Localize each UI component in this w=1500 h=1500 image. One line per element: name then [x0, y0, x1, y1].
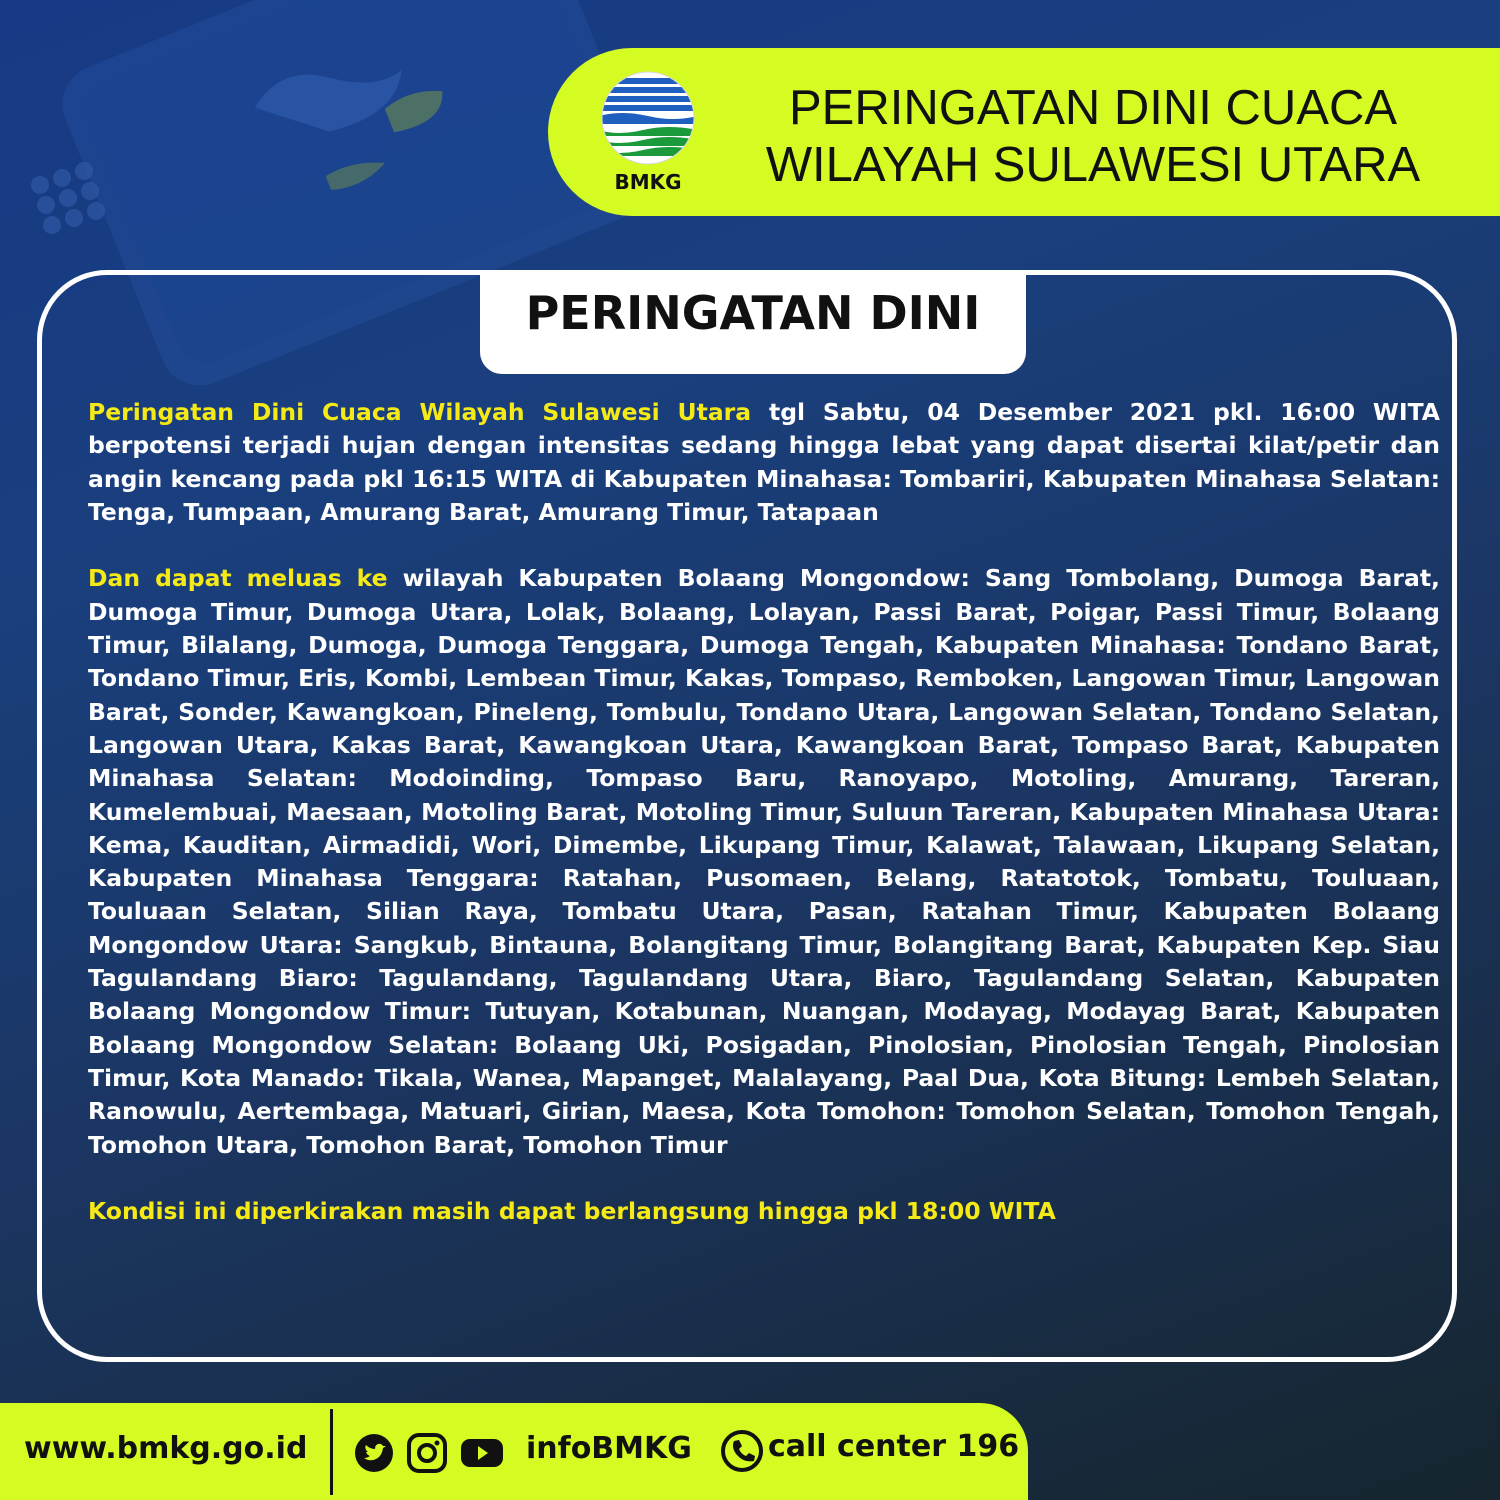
social-handle[interactable]: infoBMKG — [526, 1431, 692, 1466]
highlight-text: Peringatan Dini Cuaca Wilayah Sulawesi Utara — [88, 398, 752, 426]
footer-bar — [0, 1403, 1028, 1500]
header-banner — [548, 48, 1500, 216]
bmkg-logo — [598, 70, 698, 195]
youtube-icon[interactable] — [460, 1433, 504, 1473]
phone-icon — [720, 1429, 764, 1473]
warning-paragraph-1 — [88, 396, 1440, 529]
warning-content — [88, 396, 1440, 1262]
body-text: wilayah Kabupaten Bolaang Mongondow: Sang Tombolang, Dumoga Barat, Dumoga Timur, Dumoga Utara, Lolak, Bolaang, Lolayan, Passi Barat, Poigar, Passi Timur, Bolaang Timur, Bilalang, Dumoga, Dumoga Tenggara, Dumoga Tengah, Kabupaten Minahasa: Tondano Barat, Tondano Timur, Eris, Kombi, Lembean Timur, Kakas, Tompaso, Remboken, Langowan Timur, Langowan Barat, Sonder, Kawangkoan, Pineleng, Tombulu, Tondano Utara, Langowan Selatan, Tondano Selatan, Langowan Utara, Kakas Barat, Kawangkoan Utara, Kawangkoan Barat, Tompaso Barat, Kabupaten Minahasa Selatan: Modoinding, Tompaso Baru, Ranoyapo, Motoling, Amurang, Tareran, Kumelembuai, Maesaan, Motoling Barat, Motoling Timur, Suluun Tareran, Kabupaten Minahasa Utara: Kema, Kauditan, Airmadidi, Wori, Dimembe, Likupang Timur, Kalawat, Talawaan, Likupang Selatan, Kabupaten Minahasa Tenggara: Ratahan, Pusomaen, Belang, Ratatotok, Tombatu, Touluaan, Touluaan Selatan, Silian Raya, Tombatu Utara, Pasan, Ratahan Timur, Kabupaten Bolaang Mongondow Utara: Sangkub, Bintauna, Bolangitang Timur, Bolangitang Barat, Kabupaten Kep. Siau Tagulandang Biaro: Tagulandang, Tagulandang Utara, Biaro, Tagulandang Selatan, Kabupaten Bolaang Mongondow Timur: Tutuyan, Kotabunan, Nuangan, Modayag, Modayag Barat, Kabupaten Bolaang Mongondow Selatan: Bolaang Uki, Posigadan, Pinolosian, Pinolosian Tengah, Pinolosian Timur, Kota Manado: Tikala, Wanea, Mapanget, Malalayang, Paal Dua, Kota Bitung: Lembeh Selatan, Ranowulu, Aertembaga, Matuari, Girian, Maesa, Kota Tomohon: Tomohon Selatan, Tomohon Tengah, Tomohon Utara, Tomohon Barat, Tomohon Timur — [88, 564, 1440, 1159]
bmkg-logo-icon — [598, 70, 698, 170]
body-text: tgl Sabtu, 04 Desember 2021 pkl. 16:00 WITA berpotensi terjadi hujan dengan intensitas sedang hingga lebat yang dapat disertai kilat/petir dan angin kencang pada pkl 16:15 WITA di Kabupaten Minahasa: Tombariri, Kabupaten Minahasa Selatan: Tenga, Tumpaan, Amurang Barat, Amurang Timur, Tatapaan — [88, 398, 1440, 526]
website-link[interactable]: www.bmkg.go.id — [24, 1431, 308, 1466]
warning-paragraph-2 — [88, 562, 1440, 1161]
twitter-icon[interactable] — [352, 1433, 396, 1473]
call-center-number[interactable]: call center 196 — [768, 1429, 1020, 1464]
instagram-icon[interactable] — [405, 1433, 449, 1473]
highlight-text: Dan dapat meluas ke — [88, 564, 388, 593]
card-title-tab — [480, 272, 1026, 374]
highlight-text: Kondisi ini diperkirakan masih dapat berlangsung hingga pkl 18:00 WITA — [88, 1197, 1056, 1226]
logo-text: BMKG — [614, 170, 682, 194]
footer-divider — [330, 1409, 333, 1495]
page-title — [748, 80, 1438, 194]
card-title: PERINGATAN DINI — [525, 286, 981, 340]
title-line-1: PERINGATAN DINI CUACA — [788, 81, 1398, 135]
title-line-2: WILAYAH SULAWESI UTARA — [765, 138, 1421, 192]
warning-paragraph-3 — [88, 1195, 1440, 1228]
